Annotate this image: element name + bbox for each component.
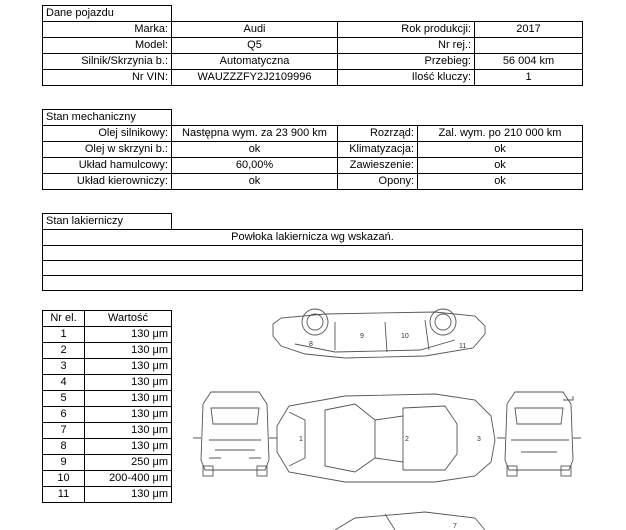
element-label: 7 — [453, 523, 457, 530]
vehicle-value: WAUZZZFY2J2109996 — [172, 70, 338, 86]
vehicle-label: Rok produkcji: — [338, 22, 475, 38]
vehicle-label: Nr rej.: — [338, 38, 475, 54]
vehicle-table — [42, 21, 583, 86]
element-number: 4 — [43, 375, 85, 391]
empty-cell — [43, 276, 583, 291]
element-number: 9 — [43, 455, 85, 471]
element-number: 5 — [43, 391, 85, 407]
thickness-value: 130 μm — [85, 407, 172, 423]
vehicle-label: Model: — [43, 38, 172, 54]
thickness-value: 130 μm — [85, 439, 172, 455]
mechanical-value: ok — [418, 142, 583, 158]
thickness-value: 130 μm — [85, 359, 172, 375]
thickness-value: 130 μm — [85, 391, 172, 407]
mechanical-label: Układ hamulcowy: — [43, 158, 172, 174]
element-label: 11 — [459, 343, 467, 350]
mechanical-label: Klimatyzacja: — [338, 142, 418, 158]
element-number: 7 — [43, 423, 85, 439]
table-row — [43, 471, 172, 487]
table-row — [43, 439, 172, 455]
table-row — [43, 375, 172, 391]
mechanical-label: Układ kierowniczy: — [43, 174, 172, 190]
mechanical-label: Olej silnikowy: — [43, 126, 172, 142]
mechanical-label: Zawieszenie: — [338, 158, 418, 174]
thickness-value: 130 μm — [85, 375, 172, 391]
vehicle-label: Marka: — [43, 22, 172, 38]
vehicle-label: Przebieg: — [338, 54, 475, 70]
element-label: 1 — [299, 436, 303, 443]
element-number: 6 — [43, 407, 85, 423]
vehicle-label: Nr VIN: — [43, 70, 172, 86]
mechanical-label: Olej w skrzyni b.: — [43, 142, 172, 158]
car-rear-view — [497, 392, 581, 476]
vehicle-value: Audi — [172, 22, 338, 38]
table-row — [43, 22, 583, 38]
vehicle-label: Ilość kluczy: — [338, 70, 475, 86]
paint-note: Powłoka lakiernicza wg wskazań. — [43, 230, 583, 246]
table-row — [43, 327, 172, 343]
vehicle-label: Silnik/Skrzynia b.: — [43, 54, 172, 70]
vehicle-section-header: Dane pojazdu — [42, 5, 172, 22]
table-row — [43, 54, 583, 70]
table-row — [43, 174, 583, 190]
mechanical-value: Następna wym. za 23 900 km — [172, 126, 338, 142]
column-header-nr: Nr el. — [43, 311, 85, 327]
mechanical-label: Opony: — [338, 174, 418, 190]
paint-section-header: Stan lakierniczy — [42, 213, 172, 230]
mechanical-value: Zal. wym. po 210 000 km — [418, 126, 583, 142]
vehicle-value: 1 — [475, 70, 583, 86]
table-row — [43, 38, 583, 54]
thickness-value: 200-400 μm — [85, 471, 172, 487]
table-row — [43, 391, 172, 407]
paint-measurements-table — [42, 310, 172, 503]
element-label: 3 — [477, 436, 481, 443]
car-front-view — [193, 392, 277, 476]
table-header-row — [43, 311, 172, 327]
vehicle-value: 2017 — [475, 22, 583, 38]
table-row — [43, 261, 583, 276]
empty-cell — [43, 246, 583, 261]
table-row — [43, 487, 172, 503]
mechanical-section-header: Stan mechaniczny — [42, 109, 172, 126]
table-row — [43, 407, 172, 423]
vehicle-value: Q5 — [172, 38, 338, 54]
column-header-value: Wartość — [85, 311, 172, 327]
element-number: 3 — [43, 359, 85, 375]
vehicle-value — [475, 38, 583, 54]
vehicle-value: Automatyczna — [172, 54, 338, 70]
thickness-value: 130 μm — [85, 487, 172, 503]
element-label: 9 — [360, 333, 364, 340]
thickness-value: 130 μm — [85, 423, 172, 439]
element-label: 8 — [309, 341, 313, 348]
empty-cell — [43, 261, 583, 276]
table-row — [43, 276, 583, 291]
thickness-value: 250 μm — [85, 455, 172, 471]
car-side-view-bottom — [335, 512, 485, 530]
element-label: 2 — [405, 436, 409, 443]
mechanical-value: ok — [418, 174, 583, 190]
vehicle-value: 56 004 km — [475, 54, 583, 70]
table-row — [43, 142, 583, 158]
element-number: 1 — [43, 327, 85, 343]
element-number: 8 — [43, 439, 85, 455]
element-number: 10 — [43, 471, 85, 487]
thickness-value: 130 μm — [85, 343, 172, 359]
table-row — [43, 455, 172, 471]
car-diagram — [185, 300, 595, 530]
table-row — [43, 70, 583, 86]
table-row — [43, 423, 172, 439]
car-side-view-top — [273, 309, 485, 358]
table-row — [43, 126, 583, 142]
car-top-view — [277, 394, 495, 482]
table-row — [43, 158, 583, 174]
mechanical-value: ok — [172, 142, 338, 158]
mechanical-table — [42, 125, 583, 190]
table-row — [43, 246, 583, 261]
mechanical-value: ok — [172, 174, 338, 190]
mechanical-label: Rozrząd: — [338, 126, 418, 142]
table-row — [43, 343, 172, 359]
table-row — [43, 230, 583, 246]
element-number: 11 — [43, 487, 85, 503]
element-number: 2 — [43, 343, 85, 359]
paint-table — [42, 229, 583, 291]
element-label: 10 — [401, 333, 409, 340]
mechanical-value: 60,00% — [172, 158, 338, 174]
table-row — [43, 359, 172, 375]
mechanical-value: ok — [418, 158, 583, 174]
thickness-value: 130 μm — [85, 327, 172, 343]
